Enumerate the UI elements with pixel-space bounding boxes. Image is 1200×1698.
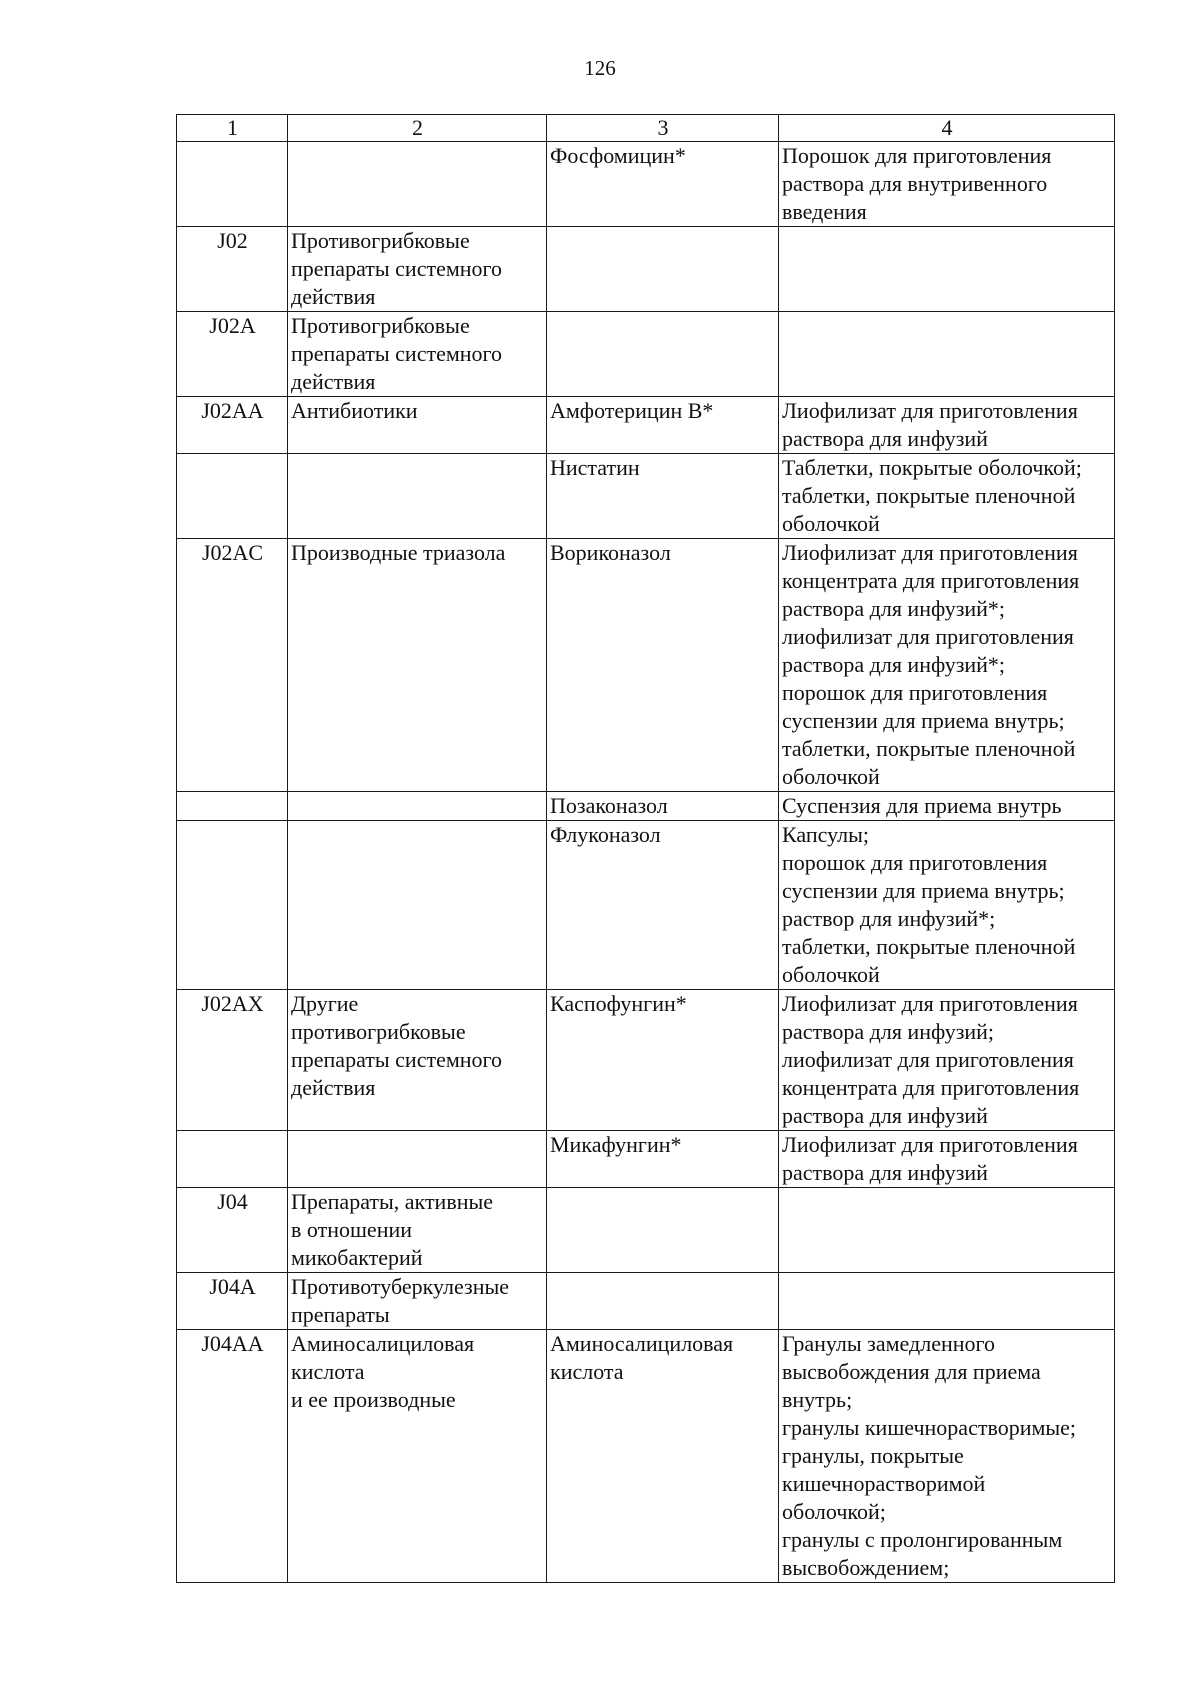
- atc-code-cell: [177, 1131, 288, 1188]
- drug-cell: [547, 1273, 779, 1330]
- group-cell: Противогрибковые препараты системного действия: [288, 227, 547, 312]
- dosage-form-cell: [779, 312, 1115, 397]
- column-header-drug: 3: [547, 115, 779, 142]
- table-header-row: [177, 115, 1115, 142]
- atc-code-cell: J02A: [177, 312, 288, 397]
- group-cell: Производные триазола: [288, 539, 547, 792]
- atc-code-cell: [177, 142, 288, 227]
- group-cell: Противогрибковые препараты системного действия: [288, 312, 547, 397]
- drug-table: [176, 114, 1115, 1583]
- atc-code-cell: [177, 792, 288, 821]
- group-cell: Другие противогрибковые препараты системного действия: [288, 990, 547, 1131]
- drug-cell: Амфотерицин В*: [547, 397, 779, 454]
- drug-cell: Фосфомицин*: [547, 142, 779, 227]
- drug-cell: [547, 312, 779, 397]
- atc-code-cell: J02AX: [177, 990, 288, 1131]
- table-row: [177, 990, 1115, 1131]
- dosage-form-cell: Лиофилизат для приготовления раствора для инфузий: [779, 1131, 1115, 1188]
- drug-cell: Микафунгин*: [547, 1131, 779, 1188]
- dosage-form-cell: Лиофилизат для приготовления концентрата для приготовления раствора для инфузий*; лиофилизат для приготовления раствора для инфузий*; порошок для приготовления суспензии для приема внутрь; таблетки, покрытые пленочной оболочкой: [779, 539, 1115, 792]
- drug-cell: [547, 227, 779, 312]
- dosage-form-cell: [779, 1188, 1115, 1273]
- group-cell: Препараты, активные в отношении микобактерий: [288, 1188, 547, 1273]
- dosage-form-cell: Лиофилизат для приготовления раствора для инфузий; лиофилизат для приготовления концентрата для приготовления раствора для инфузий: [779, 990, 1115, 1131]
- table-row: [177, 454, 1115, 539]
- drug-cell: [547, 1188, 779, 1273]
- table-row: [177, 821, 1115, 990]
- atc-code-cell: [177, 454, 288, 539]
- drug-cell: Аминосалициловая кислота: [547, 1330, 779, 1583]
- atc-code-cell: J02: [177, 227, 288, 312]
- dosage-form-cell: Таблетки, покрытые оболочкой; таблетки, покрытые пленочной оболочкой: [779, 454, 1115, 539]
- dosage-form-cell: Порошок для приготовления раствора для внутривенного введения: [779, 142, 1115, 227]
- table-row: [177, 539, 1115, 792]
- atc-code-cell: J02AC: [177, 539, 288, 792]
- group-cell: [288, 821, 547, 990]
- dosage-form-cell: Лиофилизат для приготовления раствора для инфузий: [779, 397, 1115, 454]
- group-cell: [288, 792, 547, 821]
- group-cell: [288, 142, 547, 227]
- group-cell: Антибиотики: [288, 397, 547, 454]
- dosage-form-cell: Капсулы; порошок для приготовления суспензии для приема внутрь; раствор для инфузий*; таблетки, покрытые пленочной оболочкой: [779, 821, 1115, 990]
- table-row: [177, 397, 1115, 454]
- atc-code-cell: [177, 821, 288, 990]
- table-row: [177, 1273, 1115, 1330]
- atc-code-cell: J04: [177, 1188, 288, 1273]
- dosage-form-cell: [779, 227, 1115, 312]
- table-row: [177, 1131, 1115, 1188]
- table-row: [177, 1330, 1115, 1583]
- column-header-code: 1: [177, 115, 288, 142]
- group-cell: Противотуберкулезные препараты: [288, 1273, 547, 1330]
- drug-cell: Позаконазол: [547, 792, 779, 821]
- drug-cell: Нистатин: [547, 454, 779, 539]
- atc-code-cell: J02AA: [177, 397, 288, 454]
- table-row: [177, 142, 1115, 227]
- atc-code-cell: J04AA: [177, 1330, 288, 1583]
- group-cell: [288, 1131, 547, 1188]
- group-cell: [288, 454, 547, 539]
- dosage-form-cell: [779, 1273, 1115, 1330]
- column-header-form: 4: [779, 115, 1115, 142]
- column-header-group: 2: [288, 115, 547, 142]
- drug-cell: Вориконазол: [547, 539, 779, 792]
- drug-cell: Флуконазол: [547, 821, 779, 990]
- table-row: [177, 227, 1115, 312]
- dosage-form-cell: Гранулы замедленного высвобождения для приема внутрь; гранулы кишечнорастворимые; гранулы, покрытые кишечнорастворимой оболочкой; гранулы с пролонгированным высвобождением;: [779, 1330, 1115, 1583]
- group-cell: Аминосалициловая кислота и ее производные: [288, 1330, 547, 1583]
- table-row: [177, 312, 1115, 397]
- page-number: 126: [584, 56, 616, 80]
- table-row: [177, 792, 1115, 821]
- dosage-form-cell: Суспензия для приема внутрь: [779, 792, 1115, 821]
- drug-cell: Каспофунгин*: [547, 990, 779, 1131]
- table-row: [177, 1188, 1115, 1273]
- atc-code-cell: J04A: [177, 1273, 288, 1330]
